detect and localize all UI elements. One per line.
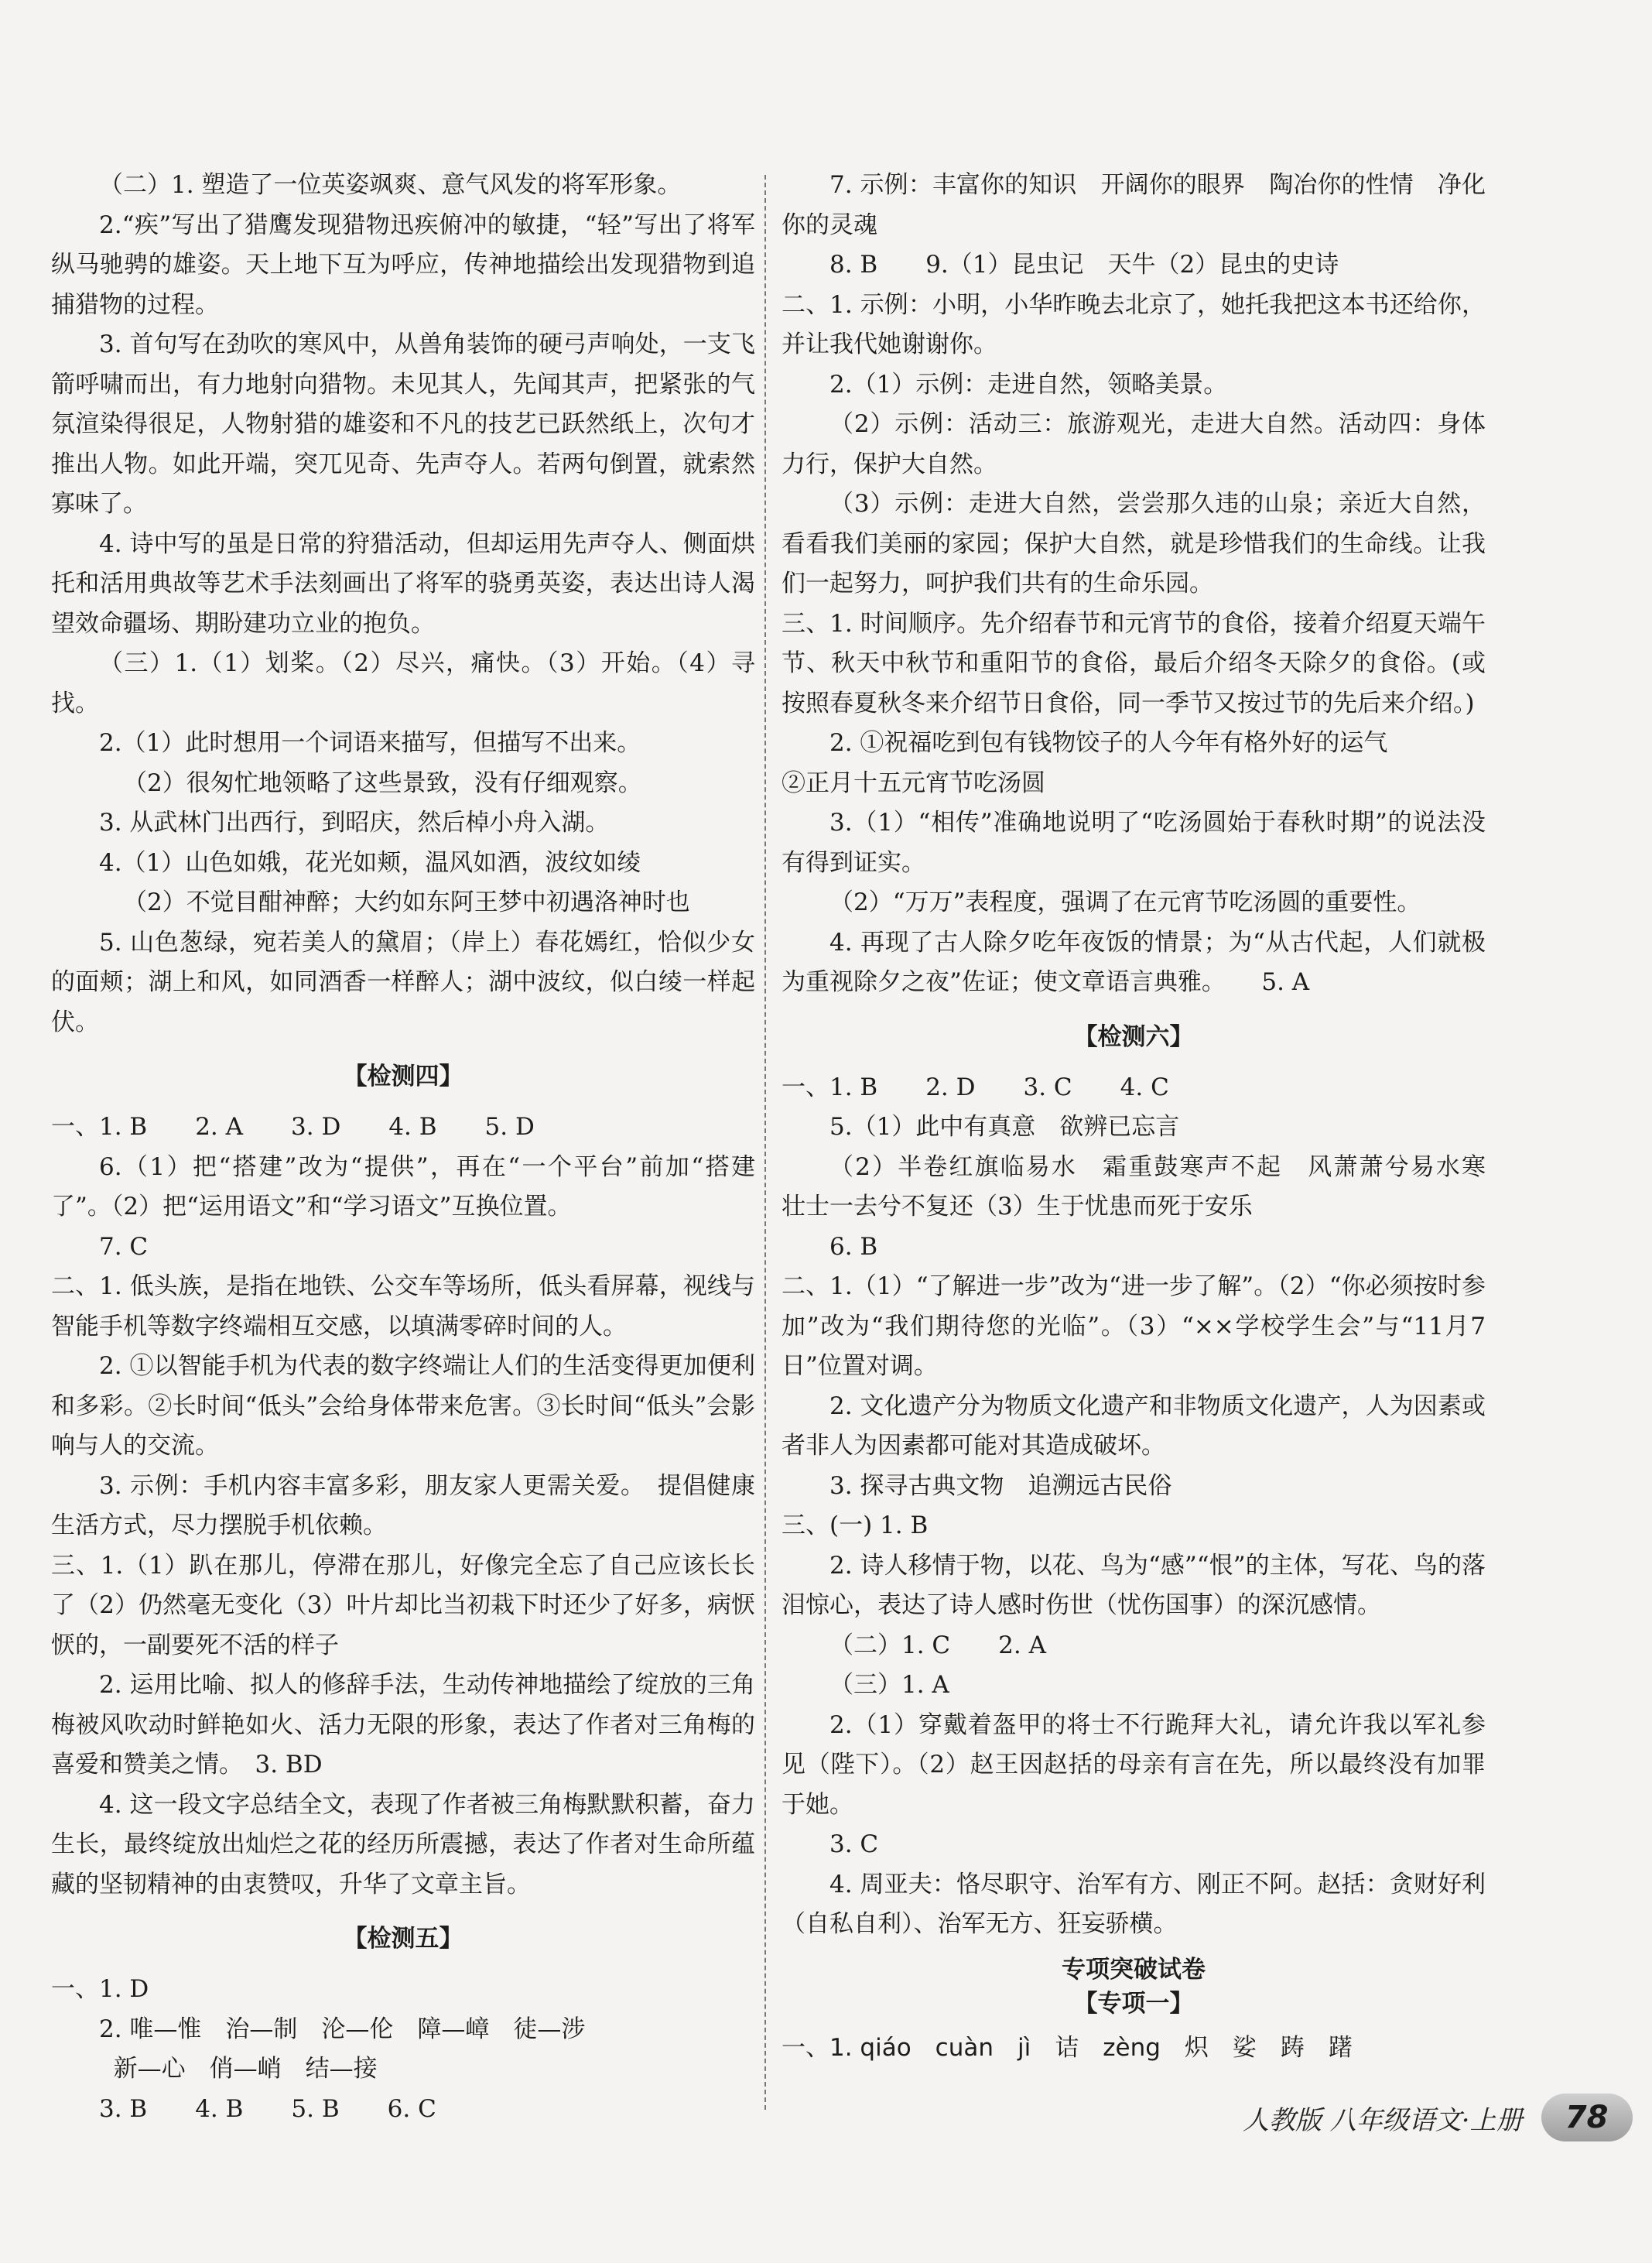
answer-line: （2）示例：活动三：旅游观光，走进大自然。活动四：身体力行，保护大自然。 (782, 410, 1486, 478)
answer-line: 4. 这一段文字总结全文，表现了作者被三角梅默默积蓄，奋力生长，最终绽放出灿烂之花的经历所震撼，表达了作者对生命所蕴藏的坚韧精神的由衷赞叹，升华了文章主旨。 (51, 1790, 755, 1898)
answer-line: （二）1. C 2. A (829, 1631, 1046, 1659)
answer-line: （三）1.（1）划桨。（2）尽兴，痛快。（3）开始。（4）寻找。 (51, 649, 755, 717)
page-number-badge: 78 (1541, 2094, 1633, 2141)
answer-line: （2）很匆忙地领略了这些景致，没有仔细观察。 (123, 769, 642, 797)
answer-line: （二）1. 塑造了一位英姿飒爽、意气风发的将军形象。 (99, 171, 682, 199)
right-column (782, 166, 1510, 2068)
answer-line: 2. ①祝福吃到包有钱物饺子的人今年有格外好的运气 (829, 729, 1388, 757)
answer-line: 2. 文化遗产分为物质文化遗产和非物质文化遗产，人为因素或者非人为因素都可能对其造成破坏。 (782, 1392, 1486, 1460)
book-edition-label: 人教版 八年级语文·上册 (1243, 2104, 1523, 2136)
section-heading-special-1: 【专项一】 (1073, 1989, 1194, 2018)
answer-line: 三、1. 时间顺序。先介绍春节和元宵节的食俗，接着介绍夏天端午节、秋天中秋节和重阳节的食俗，最后介绍冬天除夕的食俗。(或按照春夏秋冬来介绍节日食俗，同一季节又按过节的先后来介绍。) (782, 609, 1486, 717)
answer-line: （2）“万万”表程度，强调了在元宵节吃汤圆的重要性。 (829, 888, 1421, 916)
answer-line: 二、1. 低头族，是指在地铁、公交车等场所，低头看屏幕，视线与智能手机等数字终端相互交感，以填满零碎时间的人。 (51, 1272, 755, 1340)
answer-line: 新—心 俏—峭 结—接 (113, 2055, 378, 2083)
answer-line: 二、1. 示例：小明，小华昨晚去北京了，她托我把这本书还给你，并让我代她谢谢你。 (782, 290, 1486, 358)
answer-line: （三）1. A (829, 1671, 949, 1699)
answer-line: 2. 诗人移情于物，以花、鸟为“感”“恨”的主体，写花、鸟的落泪惊心，表达了诗人感时伤世（忧伤国事）的深沉感情。 (782, 1551, 1486, 1619)
section-heading-test-4: 【检测四】 (343, 1063, 463, 1090)
answer-line: 2.（1）示例：走进自然，领略美景。 (829, 370, 1228, 399)
answer-line: 4. 诗中写的虽是日常的狩猎活动，但却运用先声夺人、侧面烘托和活用典故等艺术手法刻画出了将军的骁勇英姿，表达出诗人渴望效命疆场、期盼建功立业的抱负。 (51, 529, 755, 638)
section-heading-test-5: 【检测五】 (343, 1925, 463, 1953)
page-footer (1243, 2090, 1633, 2145)
answer-line: 4. 再现了古人除夕吃年夜饭的情景；为“从古代起，人们就极为重视除夕之夜”佐证；使文章语言典雅。 5. A (782, 928, 1486, 996)
answer-line: 5.（1）此中有真意 欲辨已忘言 (829, 1113, 1180, 1141)
answer-line: 3.（1）“相传”准确地说明了“吃汤圆始于春秋时期”的说法没有得到证实。 (782, 809, 1486, 877)
answer-line: 4. 周亚夫：恪尽职守、治军有方、刚正不阿。赵括：贪财好利（自私自利）、治军无方、狂妄骄横。 (782, 1870, 1486, 1938)
answer-line: 二、1.（1）“了解进一步”改为“进一步了解”。（2）“你必须按时参加”改为“我们期待您的光临”。（3）“××学校学生会”与“11月7日”位置对调。 (782, 1272, 1486, 1380)
answer-line: 2. 唯—惟 治—制 沦—伦 障—嶂 徒—涉 (99, 2015, 586, 2043)
answer-line: 2.（1）穿戴着盔甲的将士不行跪拜大礼，请允许我以军礼参见（陛下）。（2）赵王因赵括的母亲有言在先，所以最终没有加罪于她。 (782, 1710, 1486, 1819)
answer-line: 三、(一) 1. B (782, 1512, 929, 1539)
answer-line: 7. 示例：丰富你的知识 开阔你的眼界 陶冶你的性情 净化你的灵魂 (782, 171, 1486, 239)
answer-line: 3. 从武林门出西行，到昭庆，然后棹小舟入湖。 (99, 809, 610, 837)
answer-line: 4.（1）山色如娥，花光如颊，温风如酒，波纹如绫 (99, 848, 641, 877)
answer-line: 3. 首句写在劲吹的寒风中，从兽角装饰的硬弓声响处，一支飞箭呼啸而出，有力地射向猎物。未见其人，先闻其声，把紧张的气氛渲染得很足，人物射猎的雄姿和不凡的技艺已跃然纸上，次句才推出人物。如此开端，突兀见奇、先声夺人。若两句倒置，就索然寡味了。 (51, 330, 755, 518)
answer-line: ②正月十五元宵节吃汤圆 (782, 769, 1045, 797)
answer-line: 6.（1）把“搭建”改为“提供”，再在“一个平台”前加“搭建了”。（2）把“运用语文”和“学习语文”互换位置。 (51, 1152, 755, 1221)
answer-line: 3. C (829, 1830, 879, 1858)
answer-line: 一、1. D (51, 1975, 149, 2003)
answer-line: 3. B 4. B 5. B 6. C (99, 2094, 436, 2123)
answer-line: （2）半卷红旗临易水 霜重鼓寒声不起 风萧萧兮易水寒 壮士一去兮不复还（3）生于忧患而死于安乐 (782, 1152, 1510, 1221)
answer-line: 2.“疾”写出了猎鹰发现猎物迅疾俯冲的敏捷，“轻”写出了将军纵马驰骋的雄姿。天上地下互为呼应，传神地描绘出发现猎物到追捕猎物的过程。 (51, 211, 755, 319)
answer-line: 一、1. qiáo cuàn jì 诘 zèng 炽 娑 踌 躇 (782, 2033, 1353, 2062)
answer-line: 7. C (99, 1232, 149, 1261)
special-section-title: 专项突破试卷 (1062, 1955, 1206, 1984)
answer-line: 3. 示例：手机内容丰富多彩，朋友家人更需关爱。 提倡健康生活方式，尽力摆脱手机依赖。 (51, 1471, 755, 1539)
answer-line: （3）示例：走进大自然，尝尝那久违的山泉；亲近大自然，看看我们美丽的家园；保护大自然，就是珍惜我们的生命线。让我们一起努力，呵护我们共有的生命乐园。 (782, 490, 1486, 597)
section-heading-test-6: 【检测六】 (1073, 1022, 1194, 1051)
answer-line: 5. 山色葱绿，宛若美人的黛眉；（岸上）春花嫣红，恰似少女的面颊；湖上和风，如同酒香一样醉人；湖中波纹，似白绫一样起伏。 (51, 928, 755, 1036)
answer-line: 三、1.（1）趴在那儿，停滞在那儿，好像完全忘了自己应该长长了（2）仍然毫无变化（3）叶片却比当初栽下时还少了好多，病恹恹的，一副要死不活的样子 (51, 1551, 755, 1659)
column-divider (764, 175, 766, 2110)
answer-line: 6. B (829, 1232, 878, 1261)
answer-line: 3. 探寻古典文物 追溯远古民俗 (829, 1471, 1172, 1500)
answer-line: 一、1. B 2. D 3. C 4. C (782, 1073, 1169, 1101)
left-column (51, 166, 755, 2129)
answer-line: （2）不觉目酣神醉；大约如东阿王梦中初遇洛神时也 (123, 888, 690, 916)
answer-line: 2. 运用比喻、拟人的修辞手法，生动传神地描绘了绽放的三角梅被风吹动时鲜艳如火、活力无限的形象，表达了作者对三角梅的喜爱和赞美之情。 3. BD (51, 1671, 755, 1779)
answer-line: 一、1. B 2. A 3. D 4. B 5. D (51, 1113, 535, 1141)
answer-line: 2.（1）此时想用一个词语来描写，但描写不出来。 (99, 729, 641, 757)
answer-line: 2. ①以智能手机为代表的数字终端让人们的生活变得更加便利和多彩。②长时间“低头”会给身体带来危害。③长时间“低头”会影响与人的交流。 (51, 1352, 755, 1460)
answer-line: 8. B 9.（1）昆虫记 天牛（2）昆虫的史诗 (829, 251, 1339, 279)
